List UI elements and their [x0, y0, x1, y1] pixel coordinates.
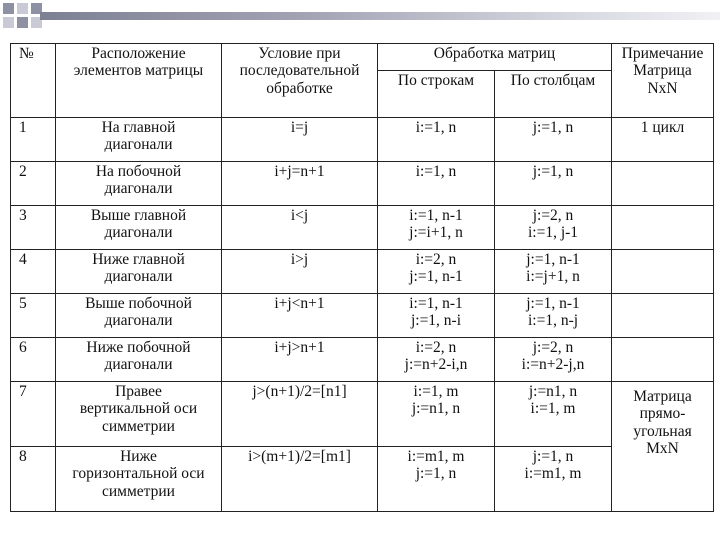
header-note: Примечание Матрица NxN	[612, 44, 714, 118]
row-num: 7	[11, 382, 56, 447]
row-position: Ниже главной диагонали	[56, 250, 222, 294]
decor-square	[17, 3, 28, 14]
row-num: 5	[11, 294, 56, 338]
row-num: 2	[11, 162, 56, 206]
row-condition: i+j>n+1	[222, 338, 378, 382]
table-row	[11, 382, 714, 447]
row-by-cols: j:=1, n-1 i:=1, n-j	[495, 294, 612, 338]
note-empty	[612, 206, 714, 250]
row-by-rows: i:=m1, m j:=1, n	[378, 447, 495, 512]
row-num: 6	[11, 338, 56, 382]
row-position: Выше главной диагонали	[56, 206, 222, 250]
row-condition: i+j=n+1	[222, 162, 378, 206]
note-empty	[612, 162, 714, 206]
row-by-cols: j:=1, n	[495, 162, 612, 206]
row-position: На побочной диагонали	[56, 162, 222, 206]
header-position: Расположение элементов матрицы	[56, 44, 222, 118]
row-by-rows: i:=1, m j:=n1, n	[378, 382, 495, 447]
row-condition: i+j<n+1	[222, 294, 378, 338]
row-num: 1	[11, 118, 56, 162]
row-num: 4	[11, 250, 56, 294]
row-condition: j>(n+1)/2=[n1]	[222, 382, 378, 447]
row-by-cols: j:=n1, n i:=1, m	[495, 382, 612, 447]
header-condition: Условие при последовательной обработке	[222, 44, 378, 118]
row-position: Ниже горизонтальной оси симметрии	[56, 447, 222, 512]
table-row	[11, 447, 714, 512]
decor-square	[17, 17, 28, 28]
slide-decoration	[0, 0, 720, 40]
row-condition: i>j	[222, 250, 378, 294]
row-by-rows: i:=2, n j:=n+2-i,n	[378, 338, 495, 382]
row-condition: i>(m+1)/2=[m1]	[222, 447, 378, 512]
row-by-cols: j:=2, n i:=n+2-j,n	[495, 338, 612, 382]
row-by-cols: j:=1, n-1 i:=j+1, n	[495, 250, 612, 294]
row-by-cols: j:=1, n i:=m1, m	[495, 447, 612, 512]
row-position: Правее вертикальной оси симметрии	[56, 382, 222, 447]
row-position: На главной диагонали	[56, 118, 222, 162]
decor-bar	[40, 12, 720, 20]
table-row	[11, 206, 714, 250]
note-rect: Матрица прямо- угольная MxN	[612, 382, 714, 512]
decor-square	[3, 3, 14, 14]
table-row	[11, 294, 714, 338]
row-position: Ниже побочной диагонали	[56, 338, 222, 382]
note-empty	[612, 294, 714, 338]
row-by-rows: i:=1, n-1 j:=i+1, n	[378, 206, 495, 250]
header-num: №	[11, 44, 56, 118]
row-by-rows: i:=1, n-1 j:=1, n-i	[378, 294, 495, 338]
matrix-processing-table	[10, 43, 714, 512]
row-by-cols: j:=2, n i:=1, j-1	[495, 206, 612, 250]
row-num: 8	[11, 447, 56, 512]
header-by-cols: По столбцам	[495, 71, 612, 118]
table-row	[11, 338, 714, 382]
row-position: Выше побочной диагонали	[56, 294, 222, 338]
row-by-rows: i:=2, n j:=1, n-1	[378, 250, 495, 294]
note-empty	[612, 338, 714, 382]
decor-square	[3, 17, 14, 28]
note-square: 1 цикл	[612, 118, 714, 162]
note-empty	[612, 250, 714, 294]
table-row	[11, 162, 714, 206]
header-by-rows: По строкам	[378, 71, 495, 118]
row-condition: i<j	[222, 206, 378, 250]
row-num: 3	[11, 206, 56, 250]
table-row	[11, 250, 714, 294]
row-by-rows: i:=1, n	[378, 162, 495, 206]
row-by-cols: j:=1, n	[495, 118, 612, 162]
row-condition: i=j	[222, 118, 378, 162]
row-by-rows: i:=1, n	[378, 118, 495, 162]
header-processing: Обработка матриц	[378, 44, 612, 71]
table-row	[11, 118, 714, 162]
